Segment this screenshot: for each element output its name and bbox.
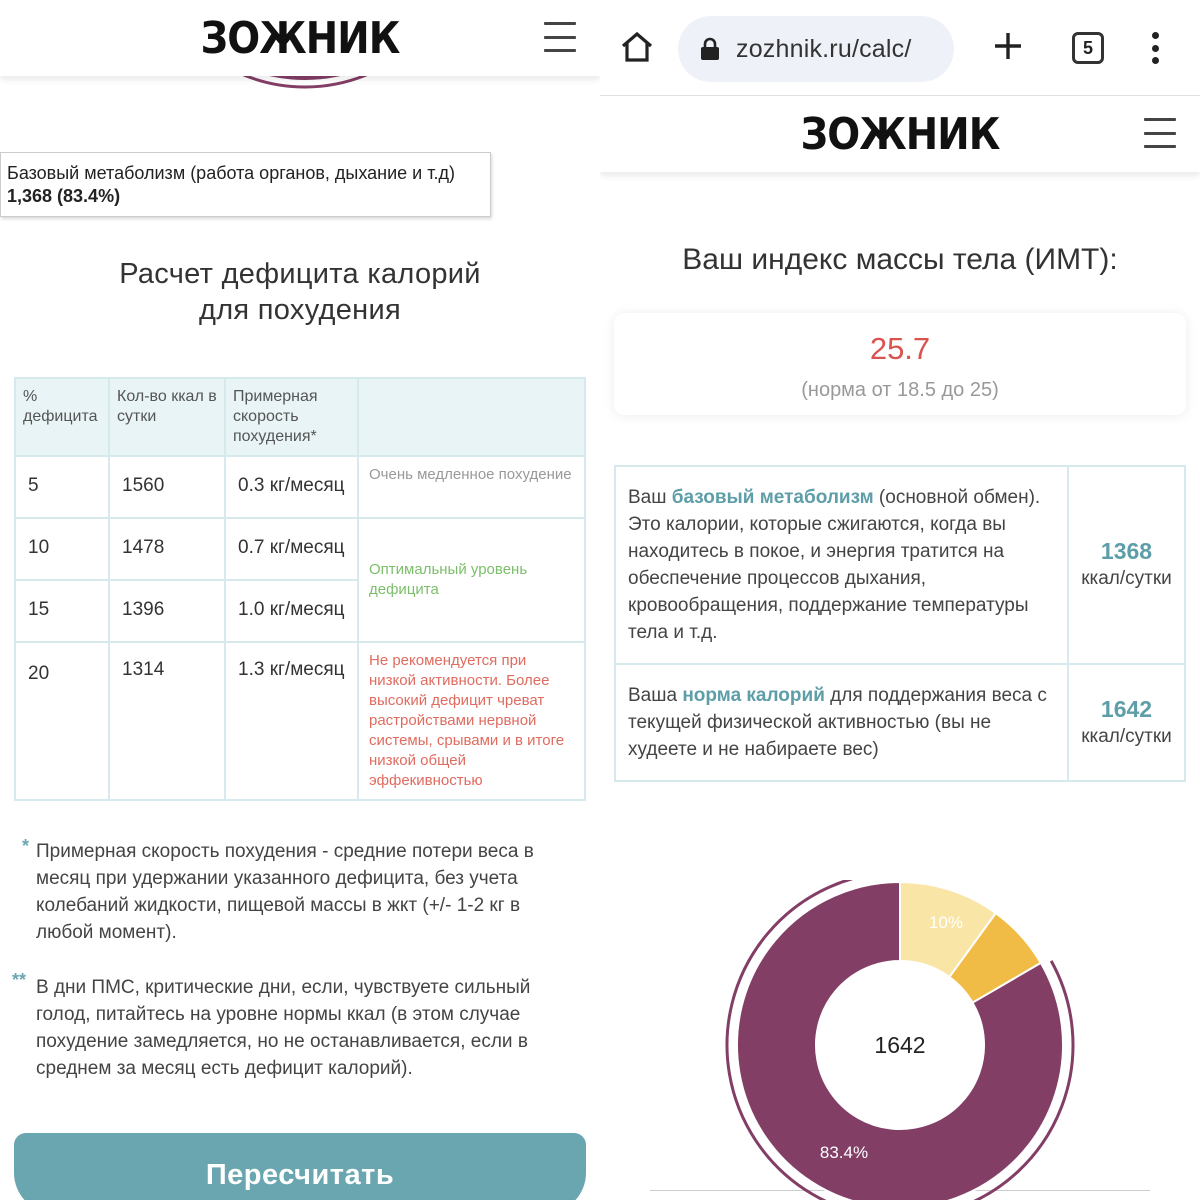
footnote-1: Примерная скорость похудения - средние потери веса в месяц при удержании указанного дефицита, без учета колебаний жидкости, пищевой массы в жкт (+/- 1-2 кг в любой момент). xyxy=(36,841,534,943)
deficit-section-title xyxy=(0,256,600,328)
norm-value-cell xyxy=(1068,664,1185,781)
tabs-count-button[interactable]: 5 xyxy=(1072,32,1104,64)
norm-value: 1642 xyxy=(1100,695,1153,722)
cell-percent: 20 xyxy=(15,642,109,800)
donut-center-label: 1642 xyxy=(874,1032,926,1058)
tooltip-label: Базовый метаболизм (работа органов, дыхание и т.д) xyxy=(7,163,455,183)
bmr-unit: ккал/сутки xyxy=(1081,568,1172,589)
cell-percent: 15 xyxy=(15,580,109,642)
table-row xyxy=(615,664,1185,781)
cell-percent: 5 xyxy=(15,456,109,518)
cell-speed: 1.0 кг/месяц xyxy=(225,580,358,642)
browser-toolbar xyxy=(600,0,1200,96)
header-percent: % дефицита xyxy=(15,378,109,456)
site-logo[interactable]: ЗОЖНИК xyxy=(800,108,1000,160)
cell-kcal: 1560 xyxy=(109,456,225,518)
note-slow: Очень медленное похудение xyxy=(358,456,585,518)
cell-speed: 0.7 кг/месяц xyxy=(225,518,358,580)
cell-kcal: 1314 xyxy=(109,642,225,800)
lock-icon xyxy=(700,37,720,61)
donut-slice-label-10: 10% xyxy=(928,913,964,932)
donut-slice-label-main: 83.4% xyxy=(819,1143,869,1162)
site-header xyxy=(0,0,600,76)
header-speed: Примерная скорость похудения* xyxy=(225,378,358,456)
burger-menu-icon[interactable] xyxy=(1144,118,1176,148)
cell-kcal: 1478 xyxy=(109,518,225,580)
recalculate-button[interactable]: Пересчитать xyxy=(14,1133,586,1200)
top-donut-slice-label: 83.4% xyxy=(219,90,269,109)
metabolism-table xyxy=(614,465,1186,782)
bmi-card xyxy=(614,313,1186,415)
table-row xyxy=(15,456,585,518)
burger-menu-icon[interactable] xyxy=(544,22,576,52)
url-bar[interactable] xyxy=(678,16,954,82)
bmi-norm: (норма от 18.5 до 25) xyxy=(801,379,999,401)
deficit-table xyxy=(14,377,586,801)
menu-dots-icon[interactable] xyxy=(1150,32,1160,64)
table-row xyxy=(615,466,1185,664)
desc-prefix: Ваш xyxy=(628,487,672,508)
note-optimal: Оптимальный уровень дефицита xyxy=(358,518,585,642)
plus-icon[interactable] xyxy=(992,30,1024,62)
cell-kcal: 1396 xyxy=(109,580,225,642)
cell-speed: 1.3 кг/месяц xyxy=(225,642,358,800)
norm-unit: ккал/сутки xyxy=(1081,725,1172,747)
norm-description xyxy=(615,664,1068,781)
footnote-star-1: * xyxy=(22,836,30,856)
desc-suffix: (основной обмен). Это калории, которые сжигаются, когда вы находитесь в покое, и энергия тратится на обеспечение процессов дыхания, кровообращения, поддержание температуры тела и т.д. xyxy=(628,487,1041,643)
footnote-2: В дни ПМС, критические дни, если, чувствуете сильный голод, питайтесь на уровне нормы ккал (в этом случае похудение замедляется, но не останавливается, если в среднем за месяц есть дефицит калорий). xyxy=(36,977,531,1079)
bmr-value-cell xyxy=(1068,466,1185,664)
note-not-recommended: Не рекомендуется при низкой активности. Более высокий дефицит чреват растройствами нервной системы, срывами и в итоге низкой общей эффекивностью xyxy=(358,642,585,800)
footnote-star-2: ** xyxy=(12,970,27,990)
deficit-title-line1: Расчет дефицита калорий xyxy=(119,258,481,290)
cell-percent: 10 xyxy=(15,518,109,580)
tooltip-value: 1,368 (83.4%) xyxy=(7,186,121,206)
desc-suffix: для поддержания веса с текущей физической активностью (вы не худеете и не набираете вес) xyxy=(628,685,1047,760)
deficit-title-line2: для похудения xyxy=(198,294,401,326)
site-logo[interactable]: ЗОЖНИК xyxy=(200,12,400,64)
chart-tooltip xyxy=(0,152,491,217)
table-row xyxy=(15,518,585,580)
table-row xyxy=(15,642,585,800)
bmr-value: 1368 xyxy=(1100,538,1153,564)
table-header-row xyxy=(15,378,585,456)
calorie-donut-chart xyxy=(725,880,1085,1200)
url-text: zozhnik.ru/calc/ xyxy=(736,34,912,63)
home-icon[interactable] xyxy=(620,30,654,64)
bmi-value: 25.7 xyxy=(869,331,931,366)
calorie-norm-link[interactable]: норма калорий xyxy=(682,685,825,706)
metabolism-description xyxy=(615,466,1068,664)
header-note xyxy=(358,378,585,456)
desc-prefix: Ваша xyxy=(628,685,683,706)
site-header xyxy=(600,96,1200,172)
bmr-link[interactable]: базовый метаболизм xyxy=(671,487,874,508)
cell-speed: 0.3 кг/месяц xyxy=(225,456,358,518)
header-kcal: Кол-во ккал в сутки xyxy=(109,378,225,456)
bmi-title: Ваш индекс массы тела (ИМТ): xyxy=(682,243,1118,276)
